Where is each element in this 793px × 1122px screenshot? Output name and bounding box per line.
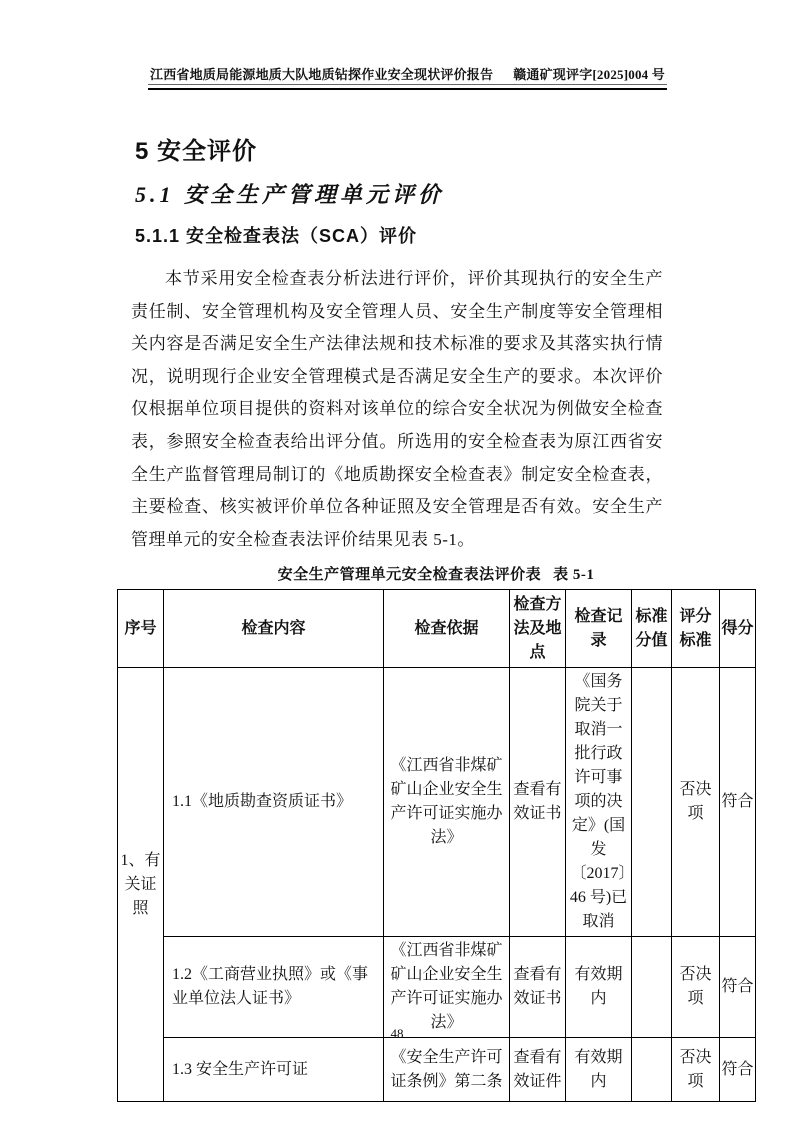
cell-std-score — [632, 937, 672, 1038]
cell-basis: 《江西省非煤矿矿山企业安全生产许可证实施办法》 — [384, 937, 510, 1038]
cell-criteria: 否决项 — [672, 937, 720, 1038]
subsubsection-heading: 5.1.1 安全检查表法（SCA）评价 — [135, 226, 418, 246]
table-caption-title: 安全生产管理单元安全检查表法评价表 — [277, 567, 542, 584]
cell-basis: 《安全生产许可证条例》第二条 — [384, 1038, 510, 1102]
cell-content: 1.1《地质勘查资质证书》 — [164, 668, 384, 937]
table-caption — [117, 563, 755, 584]
table-row — [118, 1038, 756, 1102]
cell-content: 1.3 安全生产许可证 — [164, 1038, 384, 1102]
cell-std-score — [632, 1038, 672, 1102]
subsection-heading: 5.1 安全生产管理单元评价 — [135, 182, 445, 207]
group-label-cell: 1、有关证照 — [118, 668, 164, 1102]
col-header-method: 检查方法及地点 — [510, 590, 566, 668]
page-number: 48 — [390, 1026, 404, 1041]
header-rule-thick — [148, 88, 667, 90]
cell-record: 有效期内 — [566, 937, 632, 1038]
cell-score: 符合 — [720, 1038, 756, 1102]
col-header-record: 检查记录 — [566, 590, 632, 668]
header-rule-thin — [148, 84, 667, 85]
cell-criteria: 否决项 — [672, 1038, 720, 1102]
col-header-criteria: 评分标准 — [672, 590, 720, 668]
table-row — [118, 937, 756, 1038]
cell-score: 符合 — [720, 937, 756, 1038]
cell-method: 查看有效证书 — [510, 937, 566, 1038]
cell-std-score — [632, 668, 672, 937]
cell-record: 有效期内 — [566, 1038, 632, 1102]
table-header-row — [118, 590, 756, 668]
intro-paragraph: 本节采用安全检查表分析法进行评价，评价其现执行的安全生产责任制、安全管理机构及安全管理人员、安全生产制度等安全管理相关内容是否满足安全生产法律法规和技术标准的要求及其落实执行情况，说明现行企业安全管理模式是否满足安全生产的要求。本次评价仅根据单位项目提供的资料对该单位的综合安全状况为例做安全检查表，参照安全检查表给出评分值。所选用的安全检查表为原江西省安全生产监督管理局制订的《地质勘探安全检查表》制定安全检查表，主要检查、核实被评价单位各种证照及安全管理是否有效。安全生产管理单元的安全检查表法评价结果见表 5-1。 — [131, 269, 663, 549]
col-header-score: 得分 — [720, 590, 756, 668]
document-body — [120, 131, 754, 1102]
col-header-content: 检查内容 — [164, 590, 384, 668]
col-header-index: 序号 — [118, 590, 164, 668]
col-header-std-score: 标准分值 — [632, 590, 672, 668]
cell-method: 查看有效证书 — [510, 668, 566, 937]
header-doc-number: 赣通矿现评字[2025]004 号 — [513, 67, 665, 82]
section-heading: 5 安全评价 — [135, 138, 258, 165]
table-caption-ref: 表 5-1 — [553, 567, 595, 584]
cell-score: 符合 — [720, 668, 756, 937]
page-header — [150, 64, 665, 83]
cell-method: 查看有效证件 — [510, 1038, 566, 1102]
col-header-basis: 检查依据 — [384, 590, 510, 668]
header-report-title: 江西省地质局能源地质大队地质钻探作业安全现状评价报告 — [150, 67, 494, 82]
cell-basis: 《江西省非煤矿矿山企业安全生产许可证实施办法》 — [384, 668, 510, 937]
table-row — [118, 668, 756, 937]
cell-content: 1.2《工商营业执照》或《事业单位法人证书》 — [164, 937, 384, 1038]
cell-record: 《国务院关于取消一批行政许可事项的决定》(国发〔2017〕46 号)已取消 — [566, 668, 632, 937]
cell-criteria: 否决项 — [672, 668, 720, 937]
